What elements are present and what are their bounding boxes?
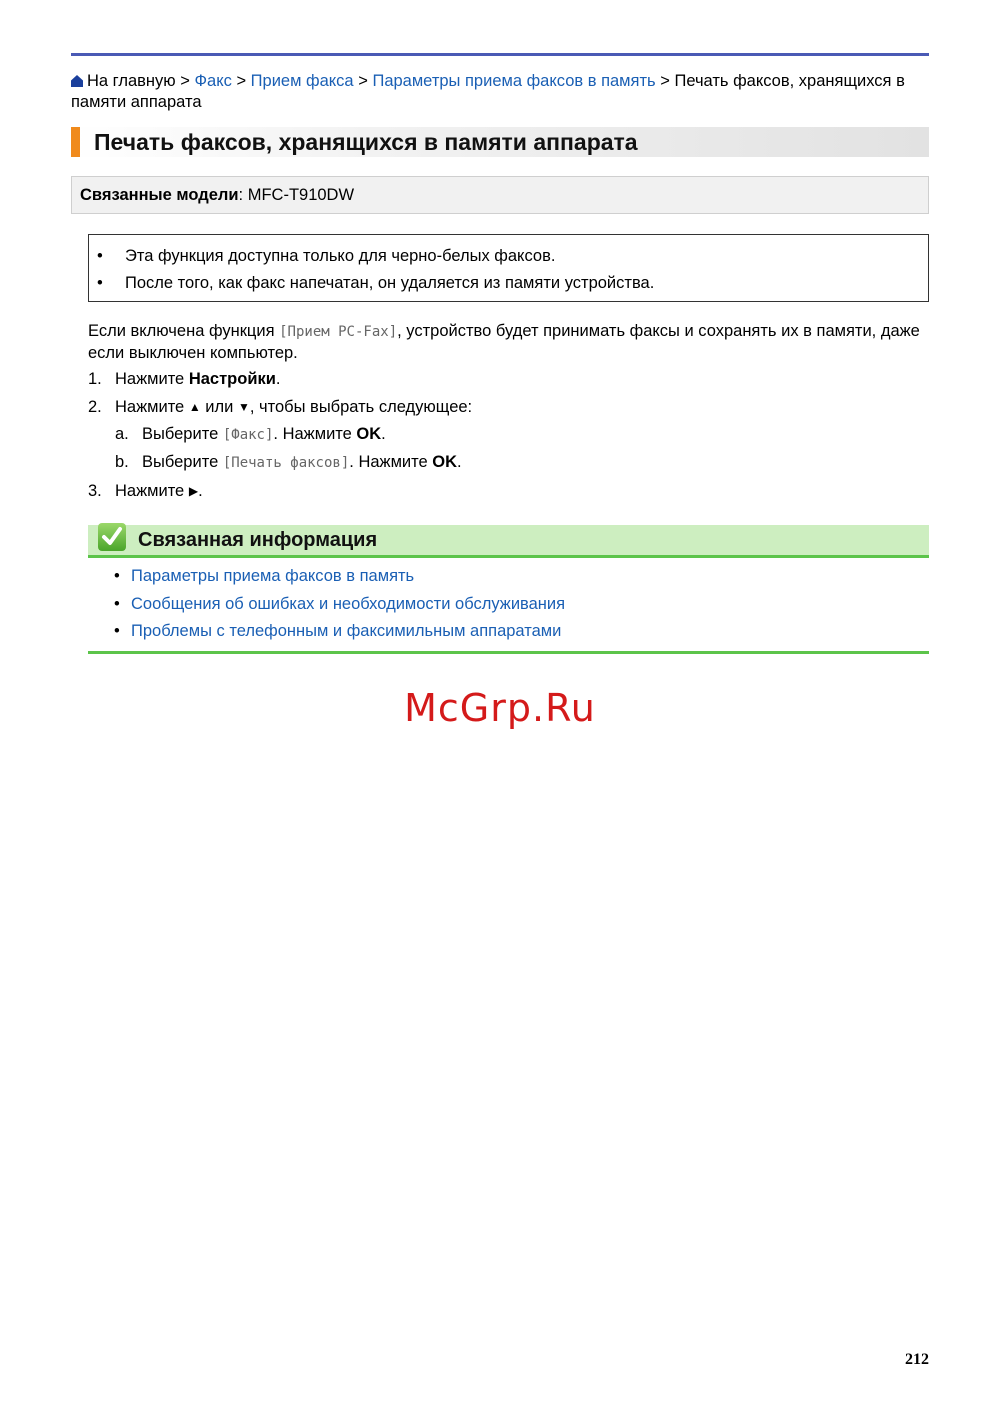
step-3: 3. Нажмите ▶.: [88, 482, 203, 500]
ok-key-label: OK: [356, 425, 382, 443]
note-text: После того, как факс напечатан, он удаляется из памяти устройства.: [125, 274, 655, 292]
breadcrumb-separator: >: [660, 72, 670, 90]
breadcrumb-current: Печать факсов, хранящихся в памяти аппарата: [71, 72, 905, 111]
related-link-memory-receive[interactable]: Параметры приема факсов в память: [131, 567, 415, 585]
breadcrumb-link-fax[interactable]: Факс: [194, 72, 232, 90]
related-models-box: [71, 176, 929, 214]
down-arrow-icon: ▼: [237, 400, 250, 414]
models-value: : MFC-T910DW: [238, 186, 355, 204]
home-icon[interactable]: [71, 75, 83, 87]
breadcrumb-home[interactable]: На главную: [87, 72, 176, 90]
breadcrumb-link-memory-receive[interactable]: Параметры приема факсов в память: [372, 72, 656, 90]
breadcrumb-separator: >: [180, 72, 190, 90]
related-link-phone-fax-problems[interactable]: Проблемы с телефонным и факсимильным аппаратами: [131, 622, 562, 640]
step-2: 2. Нажмите ▲ или ▼, чтобы выбрать следующее:: [88, 398, 473, 416]
note-item: • Эта функция доступна только для черно-белых факсов.: [97, 247, 556, 265]
ui-code-print-faxes: [Печать факсов]: [222, 455, 350, 471]
ui-code-fax: [Факс]: [222, 427, 274, 443]
ui-code-pcfax: [Прием PC-Fax]: [279, 324, 398, 340]
title-accent: [71, 127, 80, 157]
up-arrow-icon: ▲: [188, 400, 201, 414]
breadcrumb-link-receive[interactable]: Прием факса: [250, 72, 354, 90]
breadcrumb-separator: >: [236, 72, 247, 90]
list-item: • Параметры приема факсов в память: [114, 567, 415, 585]
step-2b: b. Выберите [Печать факсов]. Нажмите OK.: [115, 453, 462, 471]
ok-key-label: OK: [432, 453, 458, 471]
step-1: 1. Нажмите Настройки.: [88, 370, 281, 388]
page-number: 212: [905, 1351, 929, 1368]
list-item: • Сообщения об ошибках и необходимости обслуживания: [114, 595, 566, 613]
models-label: Связанные модели: [80, 186, 239, 204]
related-bottom-rule: [88, 651, 929, 654]
right-arrow-icon: ▶: [188, 484, 199, 498]
note-item: • После того, как факс напечатан, он удаляется из памяти устройства.: [97, 274, 655, 292]
top-rule: [71, 53, 929, 56]
breadcrumb: [71, 71, 929, 113]
intro-paragraph: Если включена функция [Прием PC-Fax], устройство будет принимать факсы и сохранять их в памяти, даже если выключен компьютер.: [88, 322, 920, 362]
page-title: Печать факсов, хранящихся в памяти аппарата: [94, 129, 638, 155]
list-item: • Проблемы с телефонным и факсимильным аппаратами: [114, 622, 562, 640]
breadcrumb-separator: >: [358, 72, 368, 90]
related-link-error-messages[interactable]: Сообщения об ошибках и необходимости обслуживания: [131, 595, 566, 613]
page-title-bar: [71, 127, 929, 157]
settings-key-label: Настройки: [188, 370, 276, 388]
watermark: McGrp.Ru: [404, 686, 596, 730]
note-box: [88, 234, 929, 302]
step-2a: a. Выберите [Факс]. Нажмите OK.: [115, 425, 386, 443]
note-text: Эта функция доступна только для черно-белых факсов.: [125, 247, 556, 265]
related-info-title: Связанная информация: [138, 529, 378, 551]
checkmark-icon: [98, 523, 126, 551]
related-info-header: [88, 525, 929, 558]
